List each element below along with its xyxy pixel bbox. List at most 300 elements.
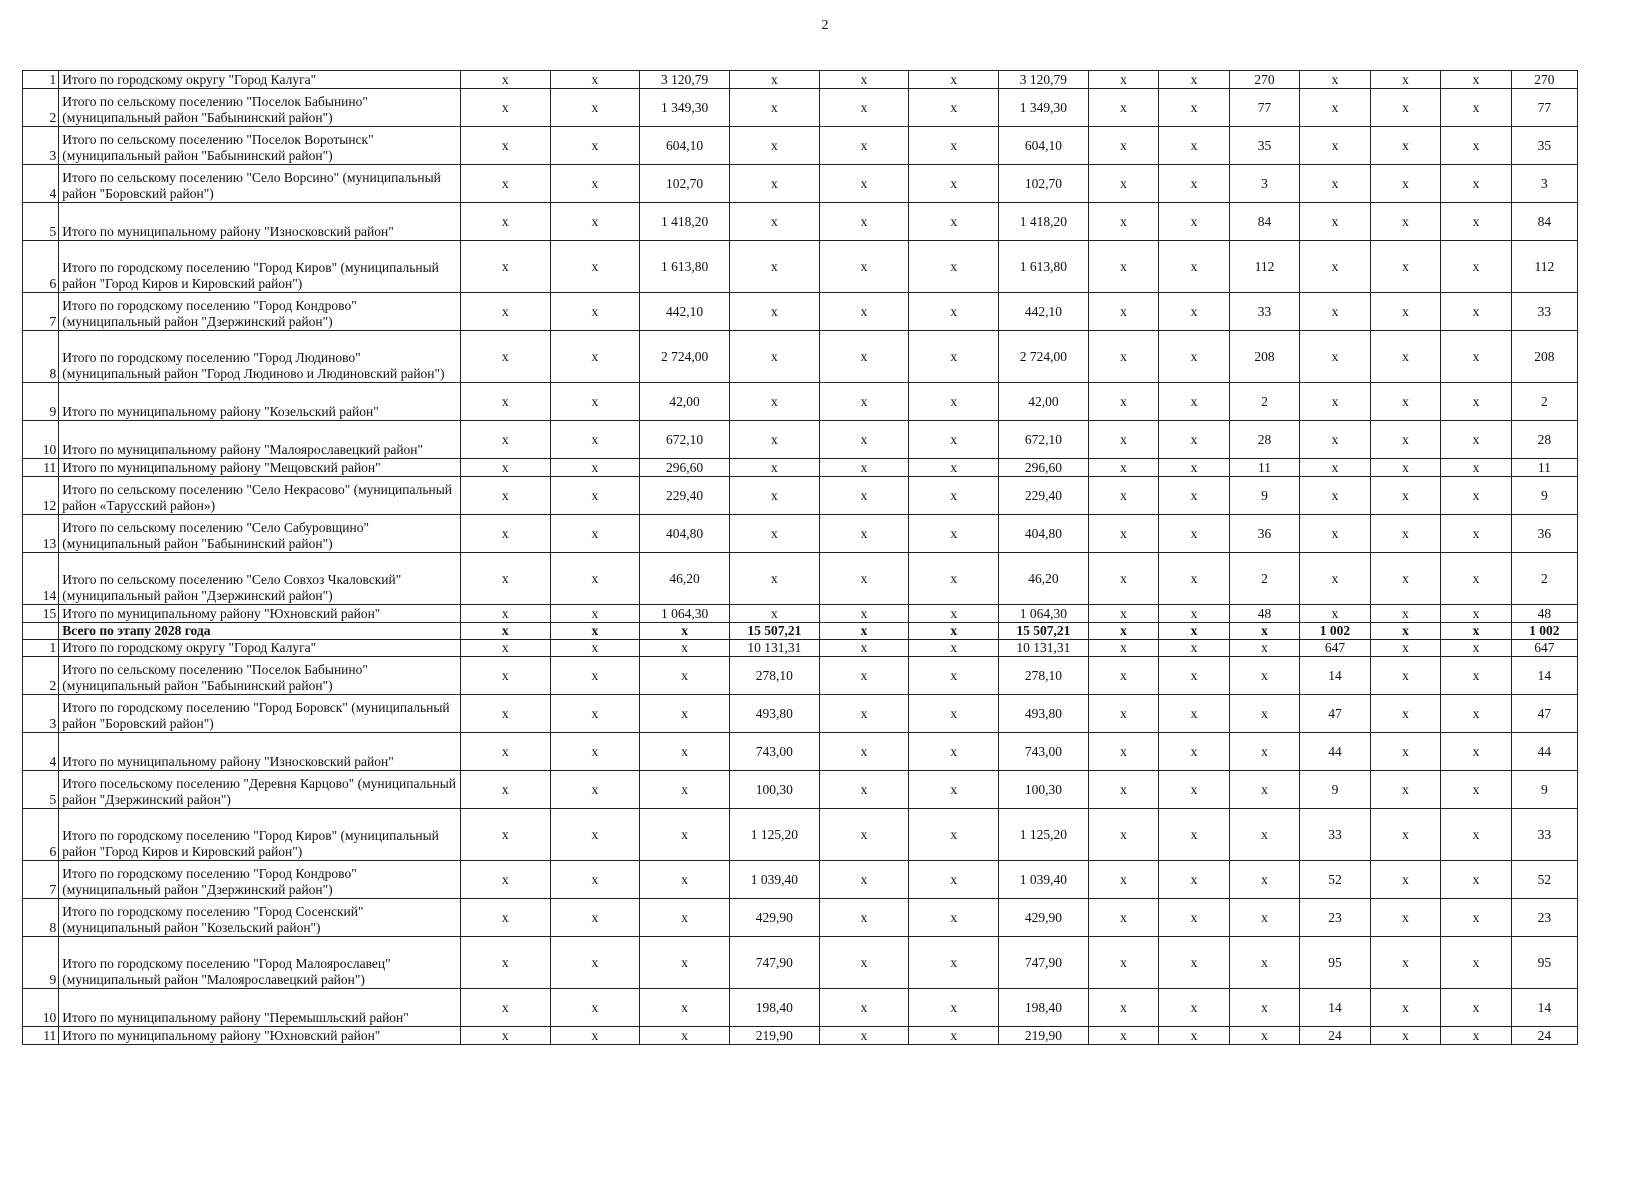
value-cell-col-5: x <box>819 293 909 331</box>
value-cell-col-4: 15 507,21 <box>729 623 819 640</box>
value-cell-col-6: x <box>909 331 999 383</box>
value-cell-col-9: x <box>1159 127 1229 165</box>
value-cell-col-11: x <box>1300 71 1370 89</box>
value-cell-col-7: 3 120,79 <box>999 71 1089 89</box>
value-cell-col-10: x <box>1229 657 1299 695</box>
value-cell-col-2: x <box>550 1027 640 1045</box>
value-cell-col-4: 198,40 <box>729 989 819 1027</box>
value-cell-col-12: x <box>1370 515 1440 553</box>
value-cell-col-14: 95 <box>1511 937 1577 989</box>
value-cell-col-5: x <box>819 1027 909 1045</box>
row-name-cell: Итого по сельскому поселению "Поселок Бабынино" (муниципальный район "Бабынинский район") <box>59 89 461 127</box>
value-cell-col-9: x <box>1159 640 1229 657</box>
value-cell-col-14: 24 <box>1511 1027 1577 1045</box>
value-cell-col-6: x <box>909 899 999 937</box>
value-cell-col-2: x <box>550 293 640 331</box>
value-cell-col-7: 219,90 <box>999 1027 1089 1045</box>
table-row <box>23 203 1578 241</box>
row-number-cell: 14 <box>23 553 59 605</box>
value-cell-col-8: x <box>1088 771 1158 809</box>
value-cell-col-8: x <box>1088 127 1158 165</box>
value-cell-col-7: 1 418,20 <box>999 203 1089 241</box>
value-cell-col-5: x <box>819 605 909 623</box>
value-cell-col-11: 23 <box>1300 899 1370 937</box>
value-cell-col-2: x <box>550 421 640 459</box>
value-cell-col-14: 270 <box>1511 71 1577 89</box>
value-cell-col-8: x <box>1088 989 1158 1027</box>
value-cell-col-11: x <box>1300 165 1370 203</box>
value-cell-col-2: x <box>550 515 640 553</box>
value-cell-col-11: x <box>1300 331 1370 383</box>
value-cell-col-4: 278,10 <box>729 657 819 695</box>
value-cell-col-4: x <box>729 605 819 623</box>
value-cell-col-14: 33 <box>1511 293 1577 331</box>
value-cell-col-14: 14 <box>1511 657 1577 695</box>
value-cell-col-9: x <box>1159 331 1229 383</box>
value-cell-col-8: x <box>1088 515 1158 553</box>
value-cell-col-5: x <box>819 127 909 165</box>
row-number-cell: 11 <box>23 1027 59 1045</box>
value-cell-col-14: 208 <box>1511 331 1577 383</box>
value-cell-col-11: 44 <box>1300 733 1370 771</box>
value-cell-col-9: x <box>1159 733 1229 771</box>
value-cell-col-13: x <box>1441 605 1511 623</box>
row-name-cell: Итого по муниципальному району "Износковский район" <box>59 203 461 241</box>
table-row <box>23 383 1578 421</box>
value-cell-col-7: 672,10 <box>999 421 1089 459</box>
row-name-cell: Итого по городскому поселению "Город Сосенский" (муниципальный район "Козельский район") <box>59 899 461 937</box>
value-cell-col-6: x <box>909 771 999 809</box>
value-cell-col-12: x <box>1370 623 1440 640</box>
row-number-cell: 15 <box>23 605 59 623</box>
value-cell-col-11: x <box>1300 293 1370 331</box>
value-cell-col-1: x <box>460 71 550 89</box>
value-cell-col-8: x <box>1088 733 1158 771</box>
value-cell-col-11: 9 <box>1300 771 1370 809</box>
row-name-cell: Всего по этапу 2028 года <box>59 623 461 640</box>
row-name-cell: Итого по городскому округу "Город Калуга" <box>59 640 461 657</box>
value-cell-col-9: x <box>1159 477 1229 515</box>
value-cell-col-14: 33 <box>1511 809 1577 861</box>
value-cell-col-5: x <box>819 640 909 657</box>
value-cell-col-2: x <box>550 989 640 1027</box>
table-row <box>23 127 1578 165</box>
row-name-cell: Итого по городскому поселению "Город Кондрово" (муниципальный район "Дзержинский район") <box>59 861 461 899</box>
value-cell-col-12: x <box>1370 89 1440 127</box>
value-cell-col-13: x <box>1441 657 1511 695</box>
value-cell-col-1: x <box>460 771 550 809</box>
value-cell-col-4: 1 039,40 <box>729 861 819 899</box>
value-cell-col-4: x <box>729 383 819 421</box>
value-cell-col-2: x <box>550 861 640 899</box>
value-cell-col-7: 404,80 <box>999 515 1089 553</box>
value-cell-col-1: x <box>460 937 550 989</box>
value-cell-col-3: x <box>640 771 730 809</box>
value-cell-col-5: x <box>819 331 909 383</box>
table-row <box>23 861 1578 899</box>
value-cell-col-3: 46,20 <box>640 553 730 605</box>
page-number: 2 <box>821 18 829 33</box>
value-cell-col-4: 219,90 <box>729 1027 819 1045</box>
value-cell-col-14: 35 <box>1511 127 1577 165</box>
value-cell-col-10: x <box>1229 899 1299 937</box>
row-number-cell <box>23 623 59 640</box>
row-number-cell: 5 <box>23 771 59 809</box>
value-cell-col-5: x <box>819 89 909 127</box>
value-cell-col-12: x <box>1370 553 1440 605</box>
value-cell-col-1: x <box>460 733 550 771</box>
value-cell-col-13: x <box>1441 477 1511 515</box>
value-cell-col-4: 747,90 <box>729 937 819 989</box>
value-cell-col-8: x <box>1088 640 1158 657</box>
value-cell-col-12: x <box>1370 989 1440 1027</box>
table-row <box>23 293 1578 331</box>
value-cell-col-10: 35 <box>1229 127 1299 165</box>
value-cell-col-4: x <box>729 293 819 331</box>
value-cell-col-7: 493,80 <box>999 695 1089 733</box>
value-cell-col-4: x <box>729 203 819 241</box>
value-cell-col-8: x <box>1088 605 1158 623</box>
value-cell-col-13: x <box>1441 809 1511 861</box>
value-cell-col-13: x <box>1441 241 1511 293</box>
value-cell-col-10: x <box>1229 695 1299 733</box>
value-cell-col-6: x <box>909 733 999 771</box>
value-cell-col-9: x <box>1159 515 1229 553</box>
value-cell-col-7: 296,60 <box>999 459 1089 477</box>
table-row <box>23 657 1578 695</box>
table-row <box>23 605 1578 623</box>
value-cell-col-10: 28 <box>1229 421 1299 459</box>
value-cell-col-12: x <box>1370 71 1440 89</box>
value-cell-col-2: x <box>550 733 640 771</box>
value-cell-col-1: x <box>460 1027 550 1045</box>
table-row <box>23 809 1578 861</box>
row-number-cell: 1 <box>23 640 59 657</box>
value-cell-col-2: x <box>550 695 640 733</box>
row-number-cell: 1 <box>23 71 59 89</box>
value-cell-col-11: x <box>1300 459 1370 477</box>
row-number-cell: 7 <box>23 293 59 331</box>
value-cell-col-10: 2 <box>1229 553 1299 605</box>
value-cell-col-13: x <box>1441 421 1511 459</box>
value-cell-col-13: x <box>1441 165 1511 203</box>
value-cell-col-2: x <box>550 605 640 623</box>
row-name-cell: Итого по муниципальному району "Малоярославецкий район" <box>59 421 461 459</box>
value-cell-col-7: 747,90 <box>999 937 1089 989</box>
table-row <box>23 477 1578 515</box>
value-cell-col-10: x <box>1229 809 1299 861</box>
value-cell-col-10: 77 <box>1229 89 1299 127</box>
value-cell-col-9: x <box>1159 809 1229 861</box>
value-cell-col-4: x <box>729 515 819 553</box>
table-row <box>23 733 1578 771</box>
value-cell-col-12: x <box>1370 733 1440 771</box>
value-cell-col-2: x <box>550 383 640 421</box>
table-body <box>23 71 1578 1045</box>
value-cell-col-14: 11 <box>1511 459 1577 477</box>
value-cell-col-7: 1 125,20 <box>999 809 1089 861</box>
row-name-cell: Итого по городскому поселению "Город Малоярославец" (муниципальный район "Малоярославецкий район") <box>59 937 461 989</box>
value-cell-col-2: x <box>550 477 640 515</box>
value-cell-col-4: x <box>729 553 819 605</box>
value-cell-col-6: x <box>909 695 999 733</box>
value-cell-col-1: x <box>460 331 550 383</box>
value-cell-col-13: x <box>1441 640 1511 657</box>
row-name-cell: Итого по городскому поселению "Город Киров" (муниципальный район "Город Киров и Кировский район") <box>59 809 461 861</box>
row-number-cell: 8 <box>23 899 59 937</box>
value-cell-col-4: x <box>729 71 819 89</box>
row-name-cell: Итого по муниципальному району "Юхновский район" <box>59 1027 461 1045</box>
row-number-cell: 12 <box>23 477 59 515</box>
row-name-cell: Итого по муниципальному району "Перемышльский район" <box>59 989 461 1027</box>
row-number-cell: 3 <box>23 127 59 165</box>
value-cell-col-12: x <box>1370 241 1440 293</box>
value-cell-col-3: x <box>640 1027 730 1045</box>
table-row <box>23 771 1578 809</box>
value-cell-col-5: x <box>819 203 909 241</box>
value-cell-col-4: 429,90 <box>729 899 819 937</box>
value-cell-col-14: 47 <box>1511 695 1577 733</box>
table-row <box>23 241 1578 293</box>
value-cell-col-9: x <box>1159 203 1229 241</box>
value-cell-col-7: 102,70 <box>999 165 1089 203</box>
row-number-cell: 10 <box>23 989 59 1027</box>
value-cell-col-10: 48 <box>1229 605 1299 623</box>
value-cell-col-5: x <box>819 477 909 515</box>
value-cell-col-1: x <box>460 553 550 605</box>
value-cell-col-6: x <box>909 241 999 293</box>
value-cell-col-8: x <box>1088 861 1158 899</box>
value-cell-col-3: 1 349,30 <box>640 89 730 127</box>
value-cell-col-13: x <box>1441 937 1511 989</box>
value-cell-col-2: x <box>550 71 640 89</box>
value-cell-col-14: 48 <box>1511 605 1577 623</box>
value-cell-col-14: 14 <box>1511 989 1577 1027</box>
row-name-cell: Итого по сельскому поселению "Поселок Воротынск" (муниципальный район "Бабынинский район") <box>59 127 461 165</box>
value-cell-col-12: x <box>1370 861 1440 899</box>
value-cell-col-5: x <box>819 809 909 861</box>
value-cell-col-13: x <box>1441 695 1511 733</box>
table-row <box>23 553 1578 605</box>
value-cell-col-3: x <box>640 733 730 771</box>
value-cell-col-12: x <box>1370 331 1440 383</box>
value-cell-col-14: 36 <box>1511 515 1577 553</box>
table-row <box>23 989 1578 1027</box>
value-cell-col-8: x <box>1088 809 1158 861</box>
value-cell-col-10: 3 <box>1229 165 1299 203</box>
resettlement-table <box>22 70 1578 1045</box>
value-cell-col-9: x <box>1159 165 1229 203</box>
value-cell-col-12: x <box>1370 477 1440 515</box>
row-number-cell: 10 <box>23 421 59 459</box>
value-cell-col-6: x <box>909 71 999 89</box>
value-cell-col-4: x <box>729 477 819 515</box>
value-cell-col-8: x <box>1088 657 1158 695</box>
value-cell-col-5: x <box>819 937 909 989</box>
value-cell-col-6: x <box>909 623 999 640</box>
value-cell-col-2: x <box>550 127 640 165</box>
row-name-cell: Итого по городскому поселению "Город Людиново" (муниципальный район "Город Людиново и Людиновский район") <box>59 331 461 383</box>
value-cell-col-8: x <box>1088 937 1158 989</box>
value-cell-col-9: x <box>1159 421 1229 459</box>
value-cell-col-3: 1 613,80 <box>640 241 730 293</box>
value-cell-col-1: x <box>460 515 550 553</box>
value-cell-col-7: 42,00 <box>999 383 1089 421</box>
value-cell-col-3: 296,60 <box>640 459 730 477</box>
value-cell-col-9: x <box>1159 1027 1229 1045</box>
value-cell-col-8: x <box>1088 1027 1158 1045</box>
row-name-cell: Итого по городскому поселению "Город Кондрово" (муниципальный район "Дзержинский район") <box>59 293 461 331</box>
value-cell-col-14: 1 002 <box>1511 623 1577 640</box>
value-cell-col-9: x <box>1159 695 1229 733</box>
value-cell-col-6: x <box>909 605 999 623</box>
value-cell-col-2: x <box>550 459 640 477</box>
value-cell-col-5: x <box>819 861 909 899</box>
value-cell-col-2: x <box>550 553 640 605</box>
value-cell-col-14: 3 <box>1511 165 1577 203</box>
value-cell-col-7: 442,10 <box>999 293 1089 331</box>
value-cell-col-1: x <box>460 861 550 899</box>
value-cell-col-9: x <box>1159 553 1229 605</box>
value-cell-col-12: x <box>1370 937 1440 989</box>
value-cell-col-14: 77 <box>1511 89 1577 127</box>
value-cell-col-10: x <box>1229 861 1299 899</box>
value-cell-col-2: x <box>550 203 640 241</box>
value-cell-col-10: 208 <box>1229 331 1299 383</box>
value-cell-col-2: x <box>550 640 640 657</box>
value-cell-col-4: x <box>729 89 819 127</box>
row-number-cell: 2 <box>23 657 59 695</box>
value-cell-col-8: x <box>1088 459 1158 477</box>
row-number-cell: 6 <box>23 809 59 861</box>
value-cell-col-7: 743,00 <box>999 733 1089 771</box>
value-cell-col-6: x <box>909 989 999 1027</box>
value-cell-col-1: x <box>460 421 550 459</box>
value-cell-col-6: x <box>909 293 999 331</box>
row-name-cell: Итого по муниципальному району "Козельский район" <box>59 383 461 421</box>
value-cell-col-10: 2 <box>1229 383 1299 421</box>
value-cell-col-7: 604,10 <box>999 127 1089 165</box>
value-cell-col-14: 52 <box>1511 861 1577 899</box>
table-row <box>23 459 1578 477</box>
value-cell-col-9: x <box>1159 241 1229 293</box>
value-cell-col-9: x <box>1159 89 1229 127</box>
value-cell-col-13: x <box>1441 71 1511 89</box>
value-cell-col-11: x <box>1300 477 1370 515</box>
value-cell-col-1: x <box>460 477 550 515</box>
row-number-cell: 4 <box>23 165 59 203</box>
value-cell-col-3: x <box>640 861 730 899</box>
value-cell-col-6: x <box>909 477 999 515</box>
value-cell-col-1: x <box>460 989 550 1027</box>
value-cell-col-6: x <box>909 937 999 989</box>
value-cell-col-8: x <box>1088 293 1158 331</box>
value-cell-col-6: x <box>909 640 999 657</box>
value-cell-col-7: 15 507,21 <box>999 623 1089 640</box>
value-cell-col-4: x <box>729 241 819 293</box>
value-cell-col-8: x <box>1088 241 1158 293</box>
row-number-cell: 9 <box>23 383 59 421</box>
row-name-cell: Итого посельскому поселению "Деревня Карцово" (муниципальный район "Дзержинский район") <box>59 771 461 809</box>
value-cell-col-1: x <box>460 293 550 331</box>
value-cell-col-1: x <box>460 203 550 241</box>
table-row <box>23 1027 1578 1045</box>
value-cell-col-4: 100,30 <box>729 771 819 809</box>
value-cell-col-3: x <box>640 695 730 733</box>
value-cell-col-11: 47 <box>1300 695 1370 733</box>
table-row <box>23 71 1578 89</box>
value-cell-col-1: x <box>460 695 550 733</box>
value-cell-col-10: x <box>1229 623 1299 640</box>
value-cell-col-6: x <box>909 861 999 899</box>
value-cell-col-3: x <box>640 657 730 695</box>
value-cell-col-3: x <box>640 623 730 640</box>
value-cell-col-7: 198,40 <box>999 989 1089 1027</box>
row-number-cell: 4 <box>23 733 59 771</box>
value-cell-col-10: x <box>1229 937 1299 989</box>
value-cell-col-1: x <box>460 383 550 421</box>
value-cell-col-12: x <box>1370 695 1440 733</box>
value-cell-col-3: 42,00 <box>640 383 730 421</box>
value-cell-col-3: x <box>640 937 730 989</box>
value-cell-col-3: 404,80 <box>640 515 730 553</box>
value-cell-col-2: x <box>550 241 640 293</box>
row-name-cell: Итого по городскому поселению "Город Боровск" (муниципальный район "Боровский район") <box>59 695 461 733</box>
value-cell-col-11: 14 <box>1300 989 1370 1027</box>
value-cell-col-10: 36 <box>1229 515 1299 553</box>
value-cell-col-12: x <box>1370 293 1440 331</box>
row-name-cell: Итого по городскому поселению "Город Киров" (муниципальный район "Город Киров и Кировский район") <box>59 241 461 293</box>
value-cell-col-7: 429,90 <box>999 899 1089 937</box>
value-cell-col-8: x <box>1088 421 1158 459</box>
value-cell-col-12: x <box>1370 605 1440 623</box>
value-cell-col-14: 9 <box>1511 771 1577 809</box>
table-row <box>23 695 1578 733</box>
value-cell-col-9: x <box>1159 657 1229 695</box>
value-cell-col-5: x <box>819 733 909 771</box>
value-cell-col-4: 10 131,31 <box>729 640 819 657</box>
value-cell-col-8: x <box>1088 71 1158 89</box>
value-cell-col-7: 1 613,80 <box>999 241 1089 293</box>
value-cell-col-11: 95 <box>1300 937 1370 989</box>
value-cell-col-6: x <box>909 421 999 459</box>
value-cell-col-11: x <box>1300 553 1370 605</box>
value-cell-col-13: x <box>1441 861 1511 899</box>
value-cell-col-6: x <box>909 515 999 553</box>
value-cell-col-8: x <box>1088 203 1158 241</box>
value-cell-col-10: x <box>1229 771 1299 809</box>
value-cell-col-5: x <box>819 459 909 477</box>
value-cell-col-12: x <box>1370 383 1440 421</box>
value-cell-col-3: 604,10 <box>640 127 730 165</box>
value-cell-col-9: x <box>1159 383 1229 421</box>
value-cell-col-1: x <box>460 165 550 203</box>
row-name-cell: Итого по муниципальному району "Мещовский район" <box>59 459 461 477</box>
value-cell-col-8: x <box>1088 477 1158 515</box>
value-cell-col-1: x <box>460 89 550 127</box>
value-cell-col-9: x <box>1159 989 1229 1027</box>
row-number-cell: 5 <box>23 203 59 241</box>
value-cell-col-13: x <box>1441 771 1511 809</box>
value-cell-col-12: x <box>1370 165 1440 203</box>
value-cell-col-12: x <box>1370 771 1440 809</box>
row-name-cell: Итого по сельскому поселению "Село Совхоз Чкаловский" (муниципальный район "Дзержинский район") <box>59 553 461 605</box>
value-cell-col-11: x <box>1300 515 1370 553</box>
value-cell-col-11: x <box>1300 89 1370 127</box>
value-cell-col-3: 102,70 <box>640 165 730 203</box>
table-total-row <box>23 623 1578 640</box>
value-cell-col-5: x <box>819 515 909 553</box>
